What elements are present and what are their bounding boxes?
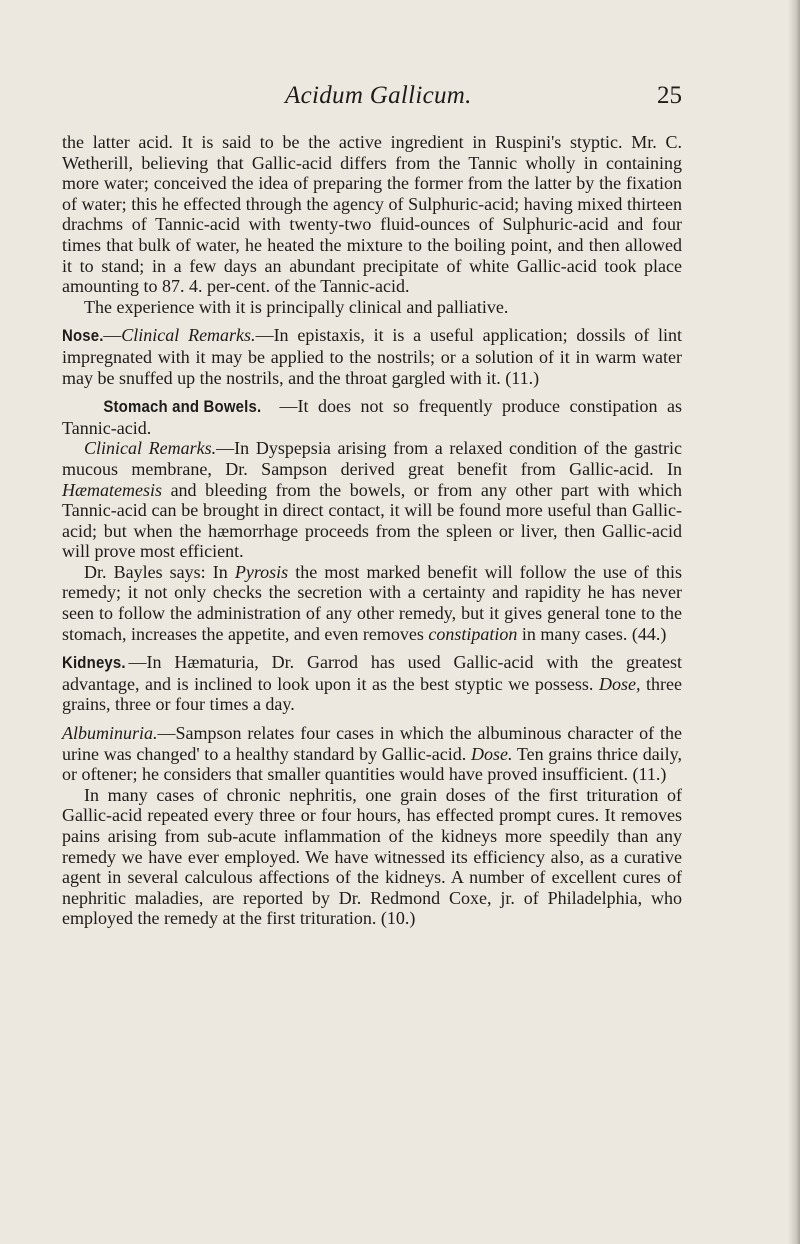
section-heading-kidneys: Kidneys. [62, 653, 126, 673]
albuminuria-text-b: Ten grains thrice daily, or oftener; he considers that smaller quantities would have proved insufficient. (11.) [62, 743, 683, 785]
dose-label: Dose, [598, 673, 641, 694]
bayles-text-c: in many cases. (44.) [521, 623, 667, 644]
body-text [62, 132, 682, 929]
section-heading-nose: Nose. [62, 326, 104, 346]
kidneys-text-b: three grains, three or four times a day. [62, 673, 683, 715]
stomach-text: It does not so frequently produce constipation as Tannic-acid. [62, 396, 682, 438]
running-head [60, 82, 682, 112]
stomach-clinical-text-b: and bleeding from the bowels, or from any other part with which Tannic-acid can be brought in direct contact, it will be found more useful than Gallic-acid; but when the hæmorrhage proceeds from the spleen or liver, then Gallic-acid will prove most efficient. [62, 479, 683, 562]
paragraph-kidneys: Kidneys. —In Hæmaturia, Dr. Garrod has used Gallic-acid with the greatest advantage, and is inclined to look upon it as the best styptic we possess. Dose, three grains, three or four times a day. [62, 652, 683, 715]
paragraph-experience: The experience with it is principally clinical and palliative. [84, 296, 509, 317]
paragraph-albuminuria: Albuminuria.—Sampson relates four cases in which the albuminous character of the urine was changed' to a healthy standard by Gallic-acid. Dose. Ten grains thrice daily, or oftener; he considers that smaller quantities would have proved insufficient. (11.) [62, 723, 683, 785]
kidneys-text-a: In Hæmaturia, Dr. Garrod has used Gallic-acid with the greatest advantage, and is inclined to look upon it as the best styptic we possess. [62, 652, 682, 694]
stomach-clinical-text-a: In Dyspepsia arising from a relaxed condition of the gastric mucous membrane, Dr. Sampson derived great benefit from Gallic-acid. In [62, 438, 683, 479]
term-pyrosis: Pyrosis [234, 561, 289, 582]
bayles-text-a: Dr. Bayles says: In [84, 561, 228, 582]
paragraph-stomach: Stomach and Bowels. —It does not so frequently produce constipation as Tannic-acid. [62, 396, 682, 438]
paragraph-bayles [62, 562, 682, 644]
paragraph-nose: Nose.—Clinical Remarks.—In epistaxis, it is a useful application; dossils of lint impregnated with it may be applied to the nostrils; or a solution of it in warm water may be snuffed up the nostrils, and the throat gargled with it. (11.) [62, 325, 682, 388]
albuminuria-label: Albuminuria. [62, 723, 158, 744]
term-haematemesis: Hæmatemesis [62, 479, 162, 500]
section-heading-stomach: Stomach and Bowels. [103, 397, 262, 417]
clinical-remarks-label: Clinical Remarks. [121, 325, 256, 346]
paragraph-stomach-clinical: Clinical Remarks.—In Dyspepsia arising from a relaxed condition of the gastric mucous membrane, Dr. Sampson derived great benefit from Gallic-acid. In Hæmatemesis and bleeding from the bowels, or from any other part with which Tannic-acid can be brought in direct contact, it will be found more useful than Gallic-acid; but when the hæmorrhage proceeds from the spleen or liver, then Gallic-acid will prove most efficient. [62, 438, 683, 562]
paragraph-nephritis: In many cases of chronic nephritis, one grain doses of the first trituration of Gallic-acid repeated every three or four hours, has effected prompt cures. It removes pains arising from sub-acute inflammation of the kidneys more speedily than any remedy we have ever employed. We have witnessed its efficiency also, as a curative agent in several calculous affections of the kidneys. A number of excellent cures of nephritic maladies, are reported by Dr. Redmond Coxe, jr. of Philadelphia, who employed the remedy at the first trituration. (10.) [62, 784, 682, 929]
running-title: Acidum Gallicum. [285, 82, 472, 109]
dose-label: Dose. [470, 743, 513, 764]
nose-text: In epistaxis, it is a useful application; dossils of lint impregnated with it may be applied to the nostrils; or a solution of it in warm water may be snuffed up the nostrils, and the throat gargled with it. (11.) [62, 325, 682, 388]
term-constipation: constipation [428, 623, 518, 644]
paragraph-wetherill: the latter acid. It is said to be the active ingredient in Ruspini's styptic. Mr. C. Wetherill, believing that Gallic-acid differs from the Tannic wholly in containing more water; conceived the idea of preparing the former from the latter by the fixation of water; this he effected through the agency of Sulphuric-acid; having mixed thirteen drachms of Tannic-acid with twenty-two fluid-ounces of Sulphuric-acid and four times that bulk of water, he heated the mixture to the boiling point, and then allowed it to stand; in a few days an abundant precipitate of white Gallic-acid took place amounting to 87. 4. per-cent. of the Tannic-acid. [62, 132, 682, 297]
albuminuria-text-a: Sampson relates four cases in which the albuminous character of the urine was changed' to a healthy standard by Gallic-acid. [62, 723, 682, 764]
clinical-remarks-label: Clinical Remarks. [84, 438, 217, 459]
page-number: 25 [657, 82, 682, 109]
page-edge-shadow [788, 0, 800, 1244]
bayles-text-b: the most marked benefit will follow the use of this remedy; it not only checks the secretion with a certainty and rapidity he has never seen to follow the administration of any other remedy, but it gives general tone to the stomach, increases the appetite, and even removes [62, 561, 683, 644]
